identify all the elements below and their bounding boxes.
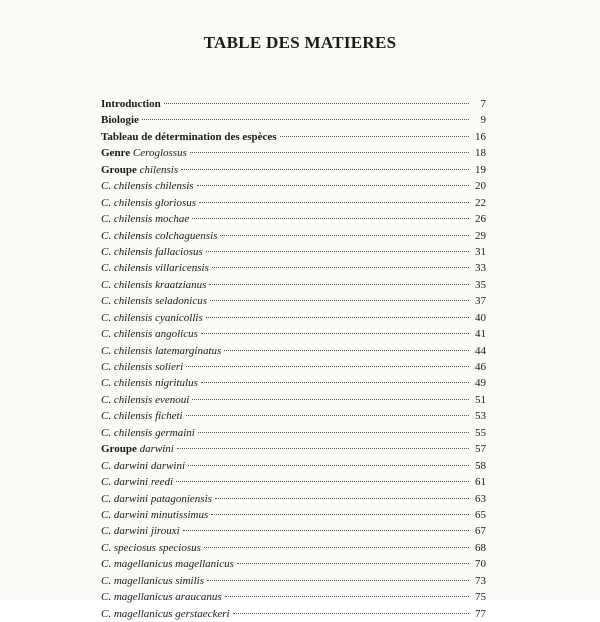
dot-leader [164,103,469,104]
table-of-contents [101,96,486,622]
toc-entry-label [101,343,221,359]
toc-page-number: 49 [475,377,486,390]
dot-leader [209,284,469,285]
dot-leader [142,119,469,120]
toc-entry-label [101,589,222,605]
toc-entry-title: C. chilensis mochae [101,213,190,226]
toc-entry [101,507,486,523]
dot-leader [211,514,469,515]
dot-leader [198,432,469,433]
toc-entry [101,523,486,539]
toc-entry-taxon: darwini [139,443,174,456]
toc-page-number: 26 [475,213,486,226]
toc-page-number: 46 [475,361,486,373]
toc-entry-title: C. darwini minutissimus [101,508,209,521]
toc-entry-label [101,260,209,276]
toc-entry-title: Tableau de détermination des espèces [101,130,277,143]
page-title: TABLE DES MATIERES [203,33,397,52]
toc-entry-label [101,310,203,326]
toc-entry-title: C. chilensis evenoui [101,393,190,406]
dot-leader [224,350,469,351]
toc-entry [101,228,486,244]
toc-entry-title: C. chilensis colchaguensis [101,229,218,242]
dot-leader [181,169,469,170]
toc-entry [101,293,486,309]
dot-leader [183,530,469,531]
dot-leader [201,333,469,334]
toc-page-number: 53 [475,410,486,423]
toc-page-number: 33 [475,262,486,275]
toc-entry [101,491,486,507]
toc-entry-title: C. chilensis germaini [101,426,195,439]
toc-entry-title: C. magellanicus araucanus [101,591,222,604]
dot-leader [206,251,469,252]
toc-page-number: 75 [475,591,486,604]
toc-page-number: 41 [475,328,486,341]
toc-entry-label [101,491,212,507]
toc-page-number: 73 [475,574,486,587]
toc-entry-label [101,145,187,161]
toc-page-number: 29 [475,229,486,242]
dot-leader [186,415,469,416]
toc-page-number: 40 [475,311,486,324]
toc-page-number: 63 [475,492,486,505]
toc-page-number: 22 [475,196,486,209]
toc-entry [101,343,486,359]
toc-entry-label [101,228,217,244]
dot-leader [192,399,469,400]
toc-entry [101,474,486,490]
toc-page-number: 67 [475,525,486,538]
toc-entry [101,162,486,178]
dot-leader [190,152,469,153]
toc-page-number: 20 [475,180,486,193]
toc-entry-label [101,507,208,523]
toc-entry-title: C. chilensis angolicus [101,328,198,341]
toc-page-number: 19 [475,163,486,176]
toc-entry-prefix: Groupe [101,443,137,456]
toc-entry [101,96,486,112]
dot-leader [210,300,469,301]
toc-entry [101,392,486,408]
toc-entry [101,326,486,342]
toc-page-number: 31 [475,245,486,258]
toc-entry [101,556,486,572]
toc-entry-title: C. chilensis nigritulus [101,377,198,390]
dot-leader [204,547,469,548]
dot-leader [188,465,469,466]
toc-entry-title: C. chilensis villaricensis [101,262,209,275]
toc-entry-label [101,112,139,128]
toc-entry-label [101,244,203,260]
toc-entry-title: C. speciosus speciosus [101,541,201,554]
toc-entry [101,375,486,391]
toc-page-number: 44 [475,344,486,357]
toc-entry-label [101,277,206,293]
toc-page-number: 7 [480,98,486,110]
toc-entry-title: C. chilensis latemarginatus [101,344,222,357]
toc-entry-prefix: Groupe [101,163,137,176]
toc-entry-title: C. chilensis kraatzianus [101,278,207,291]
toc-entry [101,310,486,326]
toc-entry-label [101,474,173,490]
toc-entry-label [101,556,234,572]
toc-entry-label [101,178,194,194]
toc-entry-title: C. chilensis chilensis [101,180,194,193]
toc-entry [101,260,486,276]
dot-leader [280,136,469,137]
toc-entry-title: C. darwini reedi [101,476,174,489]
dot-leader [177,448,469,449]
toc-entry-title: C. chilensis gloriosus [101,196,197,209]
toc-entry-title: C. magellanicus similis [101,574,204,587]
toc-entry [101,112,486,128]
dot-leader [220,235,469,236]
toc-entry-label [101,523,180,539]
toc-entry [101,458,486,474]
toc-entry-title: C. darwini patagoniensis [101,492,212,505]
toc-entry [101,211,486,227]
toc-entry-title: Introduction [101,98,161,110]
toc-page-number: 51 [475,393,486,406]
dot-leader [212,267,469,268]
toc-entry-title: C. chilensis ficheti [101,410,183,423]
toc-page-number: 18 [475,147,486,160]
dot-leader [176,481,469,482]
toc-entry [101,540,486,556]
toc-page-number: 70 [475,558,486,571]
dot-leader [207,580,469,581]
toc-entry [101,441,486,457]
toc-page-number: 9 [480,114,486,127]
toc-entry-title: C. chilensis cyanicollis [101,311,203,324]
toc-entry-title: C. magellanicus gerstaeckeri [101,607,230,620]
dot-leader [197,185,469,186]
toc-entry [101,195,486,211]
toc-page-number: 58 [475,459,486,472]
toc-entry [101,129,486,145]
toc-entry-label [101,408,183,424]
dot-leader [186,366,469,367]
toc-entry [101,359,486,375]
toc-entry [101,606,486,622]
toc-entry-title: C. chilensis fallaciosus [101,245,203,258]
toc-entry-label [101,162,178,178]
toc-entry [101,277,486,293]
toc-entry-label [101,573,204,589]
toc-entry-prefix: Genre [101,147,131,160]
toc-entry [101,408,486,424]
toc-entry-label [101,359,183,375]
toc-page-number: 77 [475,607,486,620]
toc-entry-title: C. chilensis solieri [101,361,184,373]
toc-entry-taxon: chilensis [139,163,179,176]
toc-page-number: 61 [475,476,486,489]
toc-entry-label [101,606,230,622]
toc-entry [101,145,486,161]
toc-page-number: 37 [475,295,486,308]
toc-entry-label [101,195,196,211]
toc-entry-label [101,375,198,391]
dot-leader [199,202,469,203]
toc-entry-label [101,96,161,112]
toc-entry-label [101,293,207,309]
toc-entry-title: C. darwini darwini [101,459,186,472]
toc-entry-title: C. magellanicus magellanicus [101,558,234,571]
toc-entry [101,425,486,441]
toc-entry-label [101,129,277,145]
toc-entry-label [101,425,195,441]
dot-leader [215,498,469,499]
toc-page-number: 57 [475,443,486,456]
toc-entry-label [101,326,198,342]
dot-leader [237,563,469,564]
toc-entry [101,244,486,260]
toc-entry-label [101,211,189,227]
toc-entry-label [101,392,189,408]
toc-entry-title: C. darwini jirouxi [101,525,180,538]
toc-page-number: 55 [475,426,486,439]
toc-page-number: 35 [475,278,486,291]
toc-entry [101,573,486,589]
dot-leader [225,596,469,597]
dot-leader [192,218,469,219]
toc-entry-label [101,540,201,556]
toc-entry-taxon: Ceroglossus [132,147,187,160]
dot-leader [201,382,469,383]
toc-entry-title: C. chilensis seladonicus [101,295,208,308]
toc-entry [101,178,486,194]
dot-leader [206,317,469,318]
toc-entry-label [101,458,185,474]
toc-page-number: 68 [475,541,486,554]
dot-leader [233,613,469,614]
toc-entry-label [101,441,174,457]
toc-page-number: 65 [475,508,486,521]
toc-entry-title: Biologie [101,114,139,127]
toc-page-number: 16 [475,130,486,143]
toc-entry [101,589,486,605]
